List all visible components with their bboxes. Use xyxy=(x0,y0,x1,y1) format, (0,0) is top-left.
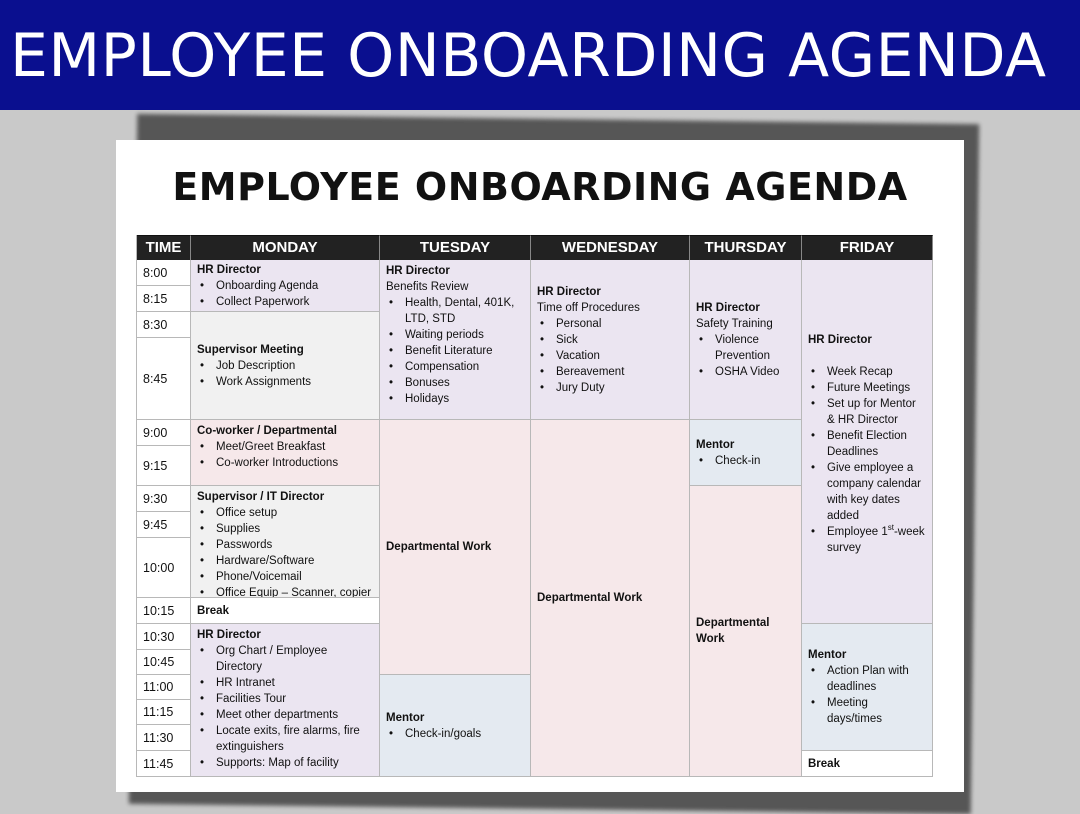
list-item: • Phone/Voicemail xyxy=(197,569,373,585)
header-friday: FRIDAY xyxy=(802,235,933,260)
list-item: • Org Chart / Employee Directory xyxy=(197,643,373,675)
list-item: • Meeting days/times xyxy=(808,695,926,727)
list-item: • Give employee a company calendar with key dates added xyxy=(808,460,926,524)
time-slot: 10:45 xyxy=(137,650,191,675)
block-list xyxy=(197,358,373,390)
block-title: HR Director xyxy=(696,301,760,314)
block-list xyxy=(197,439,373,471)
block-title: HR Director xyxy=(197,629,261,641)
block-title: Departmental Work xyxy=(696,617,770,645)
time-slot: 9:15 xyxy=(137,446,191,486)
list-item: • Vacation xyxy=(537,348,683,364)
time-slot: 10:15 xyxy=(137,598,191,624)
header-time: TIME xyxy=(137,235,191,260)
block-list xyxy=(386,295,524,407)
list-item: • Set up for Mentor & HR Director xyxy=(808,396,926,428)
list-item: • Compensation xyxy=(386,359,524,375)
time-slot: 9:45 xyxy=(137,512,191,538)
block-list xyxy=(386,726,524,742)
block-title: Departmental Work xyxy=(386,541,492,553)
header-tuesday: TUESDAY xyxy=(380,235,531,260)
block-list xyxy=(197,278,373,310)
block-list xyxy=(808,364,926,556)
time-slot: 8:00 xyxy=(137,260,191,286)
list-item: • Personal xyxy=(537,316,683,332)
time-slot: 10:00 xyxy=(137,538,191,598)
monday-hr-director xyxy=(191,260,380,312)
block-title: Supervisor / IT Director xyxy=(197,491,325,503)
list-item: • Action Plan with deadlines xyxy=(808,663,926,695)
block-list xyxy=(696,453,795,469)
thursday-hr-director xyxy=(690,260,802,420)
list-item: • Meet other departments xyxy=(197,707,373,723)
list-item: • Health, Dental, 401K, LTD, STD xyxy=(386,295,524,327)
monday-hr-director-2 xyxy=(191,624,380,777)
list-item: • OSHA Video xyxy=(696,364,795,380)
time-slot: 10:30 xyxy=(137,624,191,650)
wednesday-hr-director xyxy=(531,260,690,420)
thursday-departmental-work xyxy=(690,486,802,777)
thursday-mentor xyxy=(690,420,802,486)
list-item: • Co-worker Introductions xyxy=(197,455,373,471)
block-title: Co-worker / Departmental xyxy=(197,425,337,437)
block-title: Break xyxy=(808,757,840,770)
list-item: • Job Description xyxy=(197,358,373,374)
list-item: • Passwords xyxy=(197,537,373,553)
list-item: • Bereavement xyxy=(537,364,683,380)
block-title: Supervisor Meeting xyxy=(197,343,304,356)
block-title: Mentor xyxy=(808,649,847,661)
block-list xyxy=(537,316,683,396)
time-slot: 11:15 xyxy=(137,700,191,725)
list-item: • HR Intranet xyxy=(197,675,373,691)
list-item: • Check-in xyxy=(696,453,795,469)
wednesday-departmental-work xyxy=(531,420,690,777)
list-item: • Bonuses xyxy=(386,375,524,391)
header-wednesday: WEDNESDAY xyxy=(531,235,690,260)
monday-coworker-departmental xyxy=(191,420,380,486)
list-item: • Waiting periods xyxy=(386,327,524,343)
monday-supervisor-meeting xyxy=(191,312,380,420)
block-list xyxy=(696,332,795,380)
banner xyxy=(0,0,1080,110)
tuesday-hr-director xyxy=(380,260,531,420)
list-item xyxy=(808,524,926,556)
list-item-text: -week survey xyxy=(827,526,925,554)
list-item: • Holidays xyxy=(386,391,524,407)
block-title: Mentor xyxy=(696,438,735,451)
list-item: • Check-in/goals xyxy=(386,726,524,742)
list-item: • Supplies xyxy=(197,521,373,537)
list-item: • Benefit Literature xyxy=(386,343,524,359)
block-title: HR Director xyxy=(808,334,872,346)
block-subtitle: Time off Procedures xyxy=(537,301,640,314)
list-item-text: Employee 1 xyxy=(827,526,888,538)
list-item: • Facilities Tour xyxy=(197,691,373,707)
time-slot: 8:15 xyxy=(137,286,191,312)
time-slot: 11:00 xyxy=(137,675,191,700)
header-monday: MONDAY xyxy=(191,235,380,260)
list-item: • Work Assignments xyxy=(197,374,373,390)
list-item: • Jury Duty xyxy=(537,380,683,396)
friday-break xyxy=(802,751,933,777)
time-slot: 11:30 xyxy=(137,725,191,751)
time-slot: 11:45 xyxy=(137,751,191,777)
block-title: Mentor xyxy=(386,711,425,724)
list-item: • Sick xyxy=(537,332,683,348)
list-item: • Supports: Map of facility xyxy=(197,755,373,771)
list-item: • Future Meetings xyxy=(808,380,926,396)
block-title: HR Director xyxy=(197,263,261,276)
list-item: • Benefit Election Deadlines xyxy=(808,428,926,460)
time-slot: 9:00 xyxy=(137,420,191,446)
tuesday-mentor xyxy=(380,675,531,777)
header-thursday: THURSDAY xyxy=(690,235,802,260)
list-item: • Locate exits, fire alarms, fire extinguishers xyxy=(197,723,373,755)
agenda-document xyxy=(116,140,964,792)
list-item: • Violence Prevention xyxy=(696,332,795,364)
list-item: • Hardware/Software xyxy=(197,553,373,569)
list-item: • Office setup xyxy=(197,505,373,521)
document-title: EMPLOYEE ONBOARDING AGENDA xyxy=(172,165,908,209)
list-item: • Office Equip – Scanner, copier xyxy=(197,585,373,598)
block-subtitle: Safety Training xyxy=(696,317,773,330)
block-list xyxy=(197,643,373,771)
block-subtitle: Benefits Review xyxy=(386,281,469,293)
friday-hr-director xyxy=(802,260,933,624)
block-title: HR Director xyxy=(386,265,450,277)
block-list xyxy=(197,505,373,598)
block-list xyxy=(808,663,926,727)
list-item: • Week Recap xyxy=(808,364,926,380)
block-title: Departmental Work xyxy=(537,592,643,604)
list-item: • Collect Paperwork xyxy=(197,294,373,310)
block-title: Break xyxy=(197,604,229,617)
time-slot: 8:30 xyxy=(137,312,191,338)
monday-break xyxy=(191,598,380,624)
friday-mentor xyxy=(802,624,933,751)
banner-title: EMPLOYEE ONBOARDING AGENDA xyxy=(10,21,1047,91)
tuesday-departmental-work xyxy=(380,420,531,675)
time-slot: 9:30 xyxy=(137,486,191,512)
list-item: • Meet/Greet Breakfast xyxy=(197,439,373,455)
block-title: HR Director xyxy=(537,285,601,298)
monday-supervisor-it-director xyxy=(191,486,380,598)
list-item: • Onboarding Agenda xyxy=(197,278,373,294)
time-slot: 8:45 xyxy=(137,338,191,420)
superscript: st xyxy=(887,523,894,533)
